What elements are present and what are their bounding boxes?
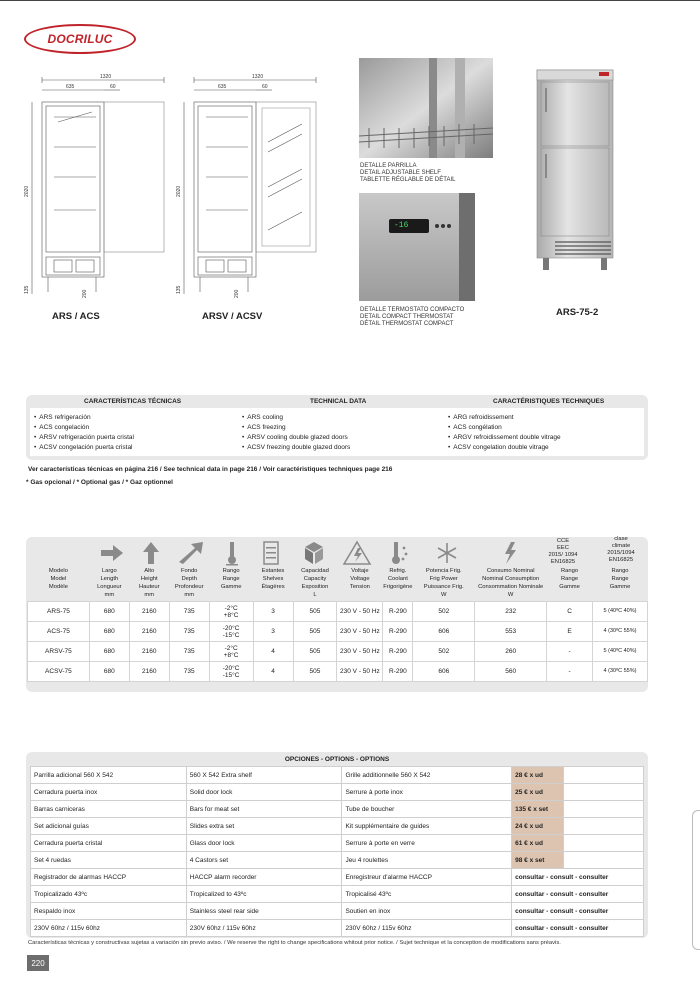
cell-height: 2160 [129, 622, 169, 642]
cell-climate: 4 (30ºC 55%) [593, 622, 648, 642]
cell-climate: 5 (40ºC 40%) [593, 602, 648, 622]
header-line: Alto [144, 568, 155, 574]
features-title-fr: CARACTÉRISTIQUES TECHNIQUES [493, 398, 605, 405]
header-line: Voltage [350, 576, 370, 582]
gas-note: * Gas opcional / * Optional gas / * Gaz optionnel [26, 479, 173, 486]
feature-item: • ARSV cooling double glazed doors [242, 433, 350, 443]
header-line: Potencia Frig. [425, 568, 462, 574]
cell-climate: 4 (30ºC 55%) [593, 662, 648, 682]
option-row [31, 767, 644, 784]
caption-line: DETAIL ADJUSTABLE SHELF [360, 170, 441, 176]
option-en: Stainless steel rear side [186, 903, 342, 920]
climate-header [596, 536, 646, 564]
col-voltage [337, 565, 383, 602]
features-title-es: CARACTERÍSTICAS TÉCNICAS [84, 398, 182, 405]
header-line: Étagères [261, 584, 285, 590]
header-line: Depth [181, 576, 197, 582]
spec-header-row [28, 565, 648, 602]
climate-line: climate [611, 543, 631, 549]
dim-c: 200 [234, 289, 240, 298]
cell-depth: 735 [169, 622, 209, 642]
spec-table [27, 565, 648, 682]
range-min: -2°C [224, 644, 238, 652]
header-line: Gamme [609, 584, 631, 590]
cell-frig-power: 502 [413, 642, 475, 662]
header-line: Consommation Nominale [478, 584, 544, 590]
cell-range [209, 662, 253, 682]
shelf-detail-photo [359, 58, 493, 158]
cell-frig-power: 502 [413, 602, 475, 622]
drawing-arsv-acsv [176, 72, 336, 312]
spec-row [28, 622, 648, 642]
header-line: Gamme [559, 584, 580, 590]
header-line: Height [140, 576, 158, 582]
header-line: Gamme [220, 584, 242, 590]
header-line: Exposition [301, 584, 329, 590]
caption-line: DETALLE TERMOSTATO COMPACTO [360, 307, 465, 313]
option-price: 135 € x set [512, 801, 564, 818]
feature-item: • ARSV refrigeración puerta cristal [34, 433, 134, 443]
option-en: 230V 60hz / 115v 60hz [186, 920, 342, 937]
header-line: Profondeur [174, 584, 204, 590]
climate-line: clase [614, 536, 628, 542]
cell-coolant: R-290 [383, 602, 413, 622]
col-climate [593, 565, 648, 602]
option-es: Respaldo inox [31, 903, 187, 920]
feature-item: • ARS cooling [242, 413, 350, 423]
header-line: L [313, 592, 317, 598]
snowflake-icon [438, 543, 456, 563]
option-es: 230V 60hz / 115v 60hz [31, 920, 187, 937]
header-line: Voltaje [351, 568, 369, 574]
option-es: Barras carniceras [31, 801, 187, 818]
coolant-icon [392, 542, 407, 564]
feature-item: • ACSV freezing double glazed doors [242, 443, 350, 453]
cell-shelves: 4 [253, 662, 293, 682]
col-length [89, 565, 129, 602]
header-line: mm [184, 592, 195, 598]
option-en: HACCP alarm recorder [186, 869, 342, 886]
col-capacity [293, 565, 337, 602]
header-line: Rango [222, 568, 240, 574]
spec-row [28, 602, 648, 622]
option-row [31, 886, 644, 903]
option-es: Parrilla adicional 560 X 542 [31, 767, 187, 784]
options-table [30, 766, 644, 937]
options-title: OPCIONES - OPTIONS - OPTIONS [284, 756, 390, 763]
option-fr: Serrure à porte inox [342, 784, 512, 801]
dim-h: 2020 [176, 185, 182, 197]
option-empty [564, 801, 644, 818]
option-fr: Soutien en inox [342, 903, 512, 920]
feature-item: • ARS refrigeración [34, 413, 134, 423]
climate-line: EN16825 [608, 557, 634, 563]
header-line: W [507, 592, 514, 598]
cell-voltage: 230 V - 50 Hz [337, 662, 383, 682]
product-photo [515, 58, 635, 288]
header-line: Refrig. [389, 568, 407, 574]
caption-line: TABLETTE RÉGLABLE DE DÉTAIL [360, 177, 456, 183]
cell-length: 680 [89, 602, 129, 622]
feature-item: • ARGV refroidissement double vitrage [448, 433, 561, 443]
option-fr: 230V 60hz / 115v 60hz [342, 920, 512, 937]
cell-frig-power: 606 [413, 662, 475, 682]
header-line: Capacidad [301, 568, 329, 574]
option-row [31, 784, 644, 801]
col-model [28, 565, 90, 602]
cell-height: 2160 [129, 642, 169, 662]
brand-name: DOCRILUC [47, 32, 113, 46]
cce-line: EEC [557, 545, 569, 551]
shelf-caption [360, 163, 455, 184]
caption-line: DÉTAIL THERMOSTAT COMPACT [360, 321, 454, 327]
drawing-ars-acs [24, 72, 184, 312]
option-row [31, 920, 644, 937]
cell-length: 680 [89, 622, 129, 642]
feature-item: • ACSV congelation double vitrage [448, 443, 561, 453]
header-line: Modèle [48, 584, 68, 590]
range-min: -20°C [222, 624, 240, 632]
col-consumption [475, 565, 547, 602]
feature-item: • ACS congelación [34, 423, 134, 433]
option-row [31, 903, 644, 920]
thermometer-icon [226, 542, 238, 566]
cell-capacity: 505 [293, 602, 337, 622]
option-es: Set 4 ruedas [31, 852, 187, 869]
cell-consumption: 260 [475, 642, 547, 662]
option-price: consultar - consult - consulter [512, 903, 644, 920]
dim-a: 635 [66, 84, 75, 90]
range-max: -15°C [222, 631, 240, 639]
option-fr: Tube de boucher [342, 801, 512, 818]
cell-length: 680 [89, 662, 129, 682]
footer-disclaimer: Características técnicas y constructivas sujetas a variación sin previo aviso. / We reserve the right to change specifications whitout prior notice. / Sujet technique et la conception de modifications sans préavis. [28, 940, 561, 946]
header-line: Consumo Nominal [486, 568, 535, 574]
col-coolant [383, 565, 413, 602]
features-list-en [242, 413, 350, 453]
header-line: Coolant [387, 576, 408, 582]
option-price: 24 € x ud [512, 818, 564, 835]
dim-h: 2020 [24, 185, 30, 197]
option-empty [564, 818, 644, 835]
range-max: -15°C [222, 671, 240, 679]
product-label: ARS-75-2 [556, 307, 599, 318]
thermostat-caption [360, 307, 464, 328]
arrow-diagonal-icon [179, 542, 203, 564]
option-es: Tropicalizado 43ºc [31, 886, 187, 903]
cell-voltage: 230 V - 50 Hz [337, 622, 383, 642]
header-line: Frigorigène [383, 584, 413, 590]
header-line: Length [100, 576, 119, 582]
shelves-icon [264, 542, 278, 564]
header-line: Rango [561, 568, 579, 574]
feature-item: • ARG refroidissement [448, 413, 561, 423]
dim-total: 1320 [252, 74, 264, 80]
box-icon [305, 542, 323, 564]
dim-b: 60 [110, 84, 116, 90]
dim-foot: 135 [176, 285, 182, 294]
feature-item: • ACS congélation [448, 423, 561, 433]
cell-capacity: 505 [293, 642, 337, 662]
cell-model: ARSV-75 [28, 642, 90, 662]
cell-class: - [547, 642, 593, 662]
option-en: Solid door lock [186, 784, 342, 801]
col-shelves [253, 565, 293, 602]
option-fr: Tropicalisé 43ºc [342, 886, 512, 903]
option-es: Set adicional guías [31, 818, 187, 835]
cell-depth: 735 [169, 602, 209, 622]
option-en: 4 Castors set [186, 852, 342, 869]
cell-shelves: 3 [253, 622, 293, 642]
features-title-en: TECHNICAL DATA [310, 398, 367, 405]
spec-row [28, 662, 648, 682]
feature-item: • ACS freezing [242, 423, 350, 433]
top-rule [0, 0, 700, 1]
option-empty [564, 852, 644, 869]
dim-total: 1320 [100, 74, 112, 80]
option-en: Slides extra set [186, 818, 342, 835]
header-line: W [441, 592, 447, 598]
page-edge-tab [692, 810, 700, 950]
cell-capacity: 505 [293, 622, 337, 642]
header-line: Range [222, 576, 240, 582]
cell-voltage: 230 V - 50 Hz [337, 642, 383, 662]
option-price: 25 € x ud [512, 784, 564, 801]
option-fr: Enregistreur d'alarme HACCP [342, 869, 512, 886]
header-line: Frig Power [429, 576, 458, 582]
header-line: Modelo [48, 568, 68, 574]
cell-consumption: 232 [475, 602, 547, 622]
option-price: 61 € x ud [512, 835, 564, 852]
spec-row [28, 642, 648, 662]
header-line: Puissance Frig. [423, 584, 464, 590]
cell-class: - [547, 662, 593, 682]
drawing-label-ars-acs: ARS / ACS [52, 311, 100, 322]
range-min: -20°C [222, 664, 240, 672]
option-empty [564, 784, 644, 801]
cell-model: ACS-75 [28, 622, 90, 642]
option-fr: Grille additionnelle 560 X 542 [342, 767, 512, 784]
header-line: mm [144, 592, 155, 598]
features-box [26, 395, 648, 460]
header-line: Longueur [97, 584, 122, 590]
caption-line: DETALLE PARRILLA [360, 163, 417, 169]
header-line: Range [611, 576, 629, 582]
option-en: Tropicalized to 43ºc [186, 886, 342, 903]
header-line: mm [104, 592, 115, 598]
col-frig-power [413, 565, 475, 602]
option-row [31, 818, 644, 835]
option-es: Registrador de alarmas HACCP [31, 869, 187, 886]
cell-coolant: R-290 [383, 662, 413, 682]
header-line: Tension [349, 584, 370, 590]
option-row [31, 835, 644, 852]
spec-icons-row [27, 538, 547, 568]
option-en: Bars for meat set [186, 801, 342, 818]
cell-height: 2160 [129, 662, 169, 682]
dim-foot: 135 [24, 285, 30, 294]
cell-depth: 735 [169, 642, 209, 662]
option-fr: Jeu 4 roulettes [342, 852, 512, 869]
header-line: Capacity [303, 576, 327, 582]
cell-shelves: 4 [253, 642, 293, 662]
cell-range [209, 642, 253, 662]
col-class [547, 565, 593, 602]
option-price: consultar - consult - consulter [512, 869, 644, 886]
features-list-es [34, 413, 134, 453]
header-line: Fondo [180, 568, 198, 574]
cell-climate: 5 (40ºC 40%) [593, 642, 648, 662]
option-en: Glass door lock [186, 835, 342, 852]
cell-consumption: 560 [475, 662, 547, 682]
option-price: consultar - consult - consulter [512, 886, 644, 903]
cell-shelves: 3 [253, 602, 293, 622]
thermostat-display: -16 [394, 221, 409, 230]
dim-b: 60 [262, 84, 268, 90]
cell-coolant: R-290 [383, 642, 413, 662]
option-row [31, 869, 644, 886]
caption-line: DETAIL COMPACT THERMOSTAT [360, 314, 454, 320]
range-max: +8°C [223, 611, 239, 619]
option-fr: Serrure à porte en verre [342, 835, 512, 852]
range-max: +8°C [223, 651, 239, 659]
header-line: Rango [611, 568, 629, 574]
features-list-fr [448, 413, 561, 453]
header-line: Hauteur [138, 584, 160, 590]
brand-logo [24, 24, 136, 54]
voltage-warning-icon [344, 542, 370, 564]
page-number: 220 [27, 955, 49, 971]
header-line: Estantes [261, 568, 285, 574]
col-range [209, 565, 253, 602]
option-price: 98 € x set [512, 852, 564, 869]
cell-consumption: 553 [475, 622, 547, 642]
cell-height: 2160 [129, 602, 169, 622]
cell-voltage: 230 V - 50 Hz [337, 602, 383, 622]
header-line: Shelves [262, 576, 284, 582]
dim-a: 635 [218, 84, 227, 90]
see-page-note: Ver características técnicas en página 216 / See technical data in page 216 / Voir caractéristiques techniques page 216 [28, 466, 393, 473]
drawing-label-arsv-acsv: ARSV / ACSV [202, 311, 263, 322]
header-line: Largo [101, 568, 117, 574]
cell-model: ARS-75 [28, 602, 90, 622]
cell-coolant: R-290 [383, 622, 413, 642]
cell-class: C [547, 602, 593, 622]
cell-frig-power: 606 [413, 622, 475, 642]
cell-depth: 735 [169, 662, 209, 682]
climate-line: 2015/1094 [607, 550, 635, 556]
feature-item: • ACSV congelación puerta cristal [34, 443, 134, 453]
option-en: 560 X 542 Extra shelf [186, 767, 342, 784]
option-empty [564, 767, 644, 784]
option-es: Cerradura puerta inox [31, 784, 187, 801]
option-fr: Kit supplémentaire de guides [342, 818, 512, 835]
col-height [129, 565, 169, 602]
cell-class: E [547, 622, 593, 642]
option-price: consultar - consult - consulter [512, 920, 644, 937]
cell-range [209, 622, 253, 642]
cell-capacity: 505 [293, 662, 337, 682]
dim-c: 200 [82, 289, 88, 298]
range-min: -2°C [224, 604, 238, 612]
option-es: Cerradura puerta cristal [31, 835, 187, 852]
cell-range [209, 602, 253, 622]
header-line: Model [50, 576, 67, 582]
power-icon [505, 542, 516, 564]
arrow-right-icon [101, 545, 123, 561]
option-row [31, 801, 644, 818]
option-price: 28 € x ud [512, 767, 564, 784]
col-depth [169, 565, 209, 602]
cce-line: CCE [556, 538, 570, 544]
cell-model: ACSV-75 [28, 662, 90, 682]
header-line: Nominal Consumption [482, 576, 540, 582]
cce-line: 2015/ 1094 EN16825 [548, 552, 578, 565]
cell-length: 680 [89, 642, 129, 662]
header-line: Range [561, 576, 579, 582]
option-row [31, 852, 644, 869]
arrow-up-icon [143, 542, 159, 564]
option-empty [564, 835, 644, 852]
thermostat-detail-photo [359, 193, 475, 301]
